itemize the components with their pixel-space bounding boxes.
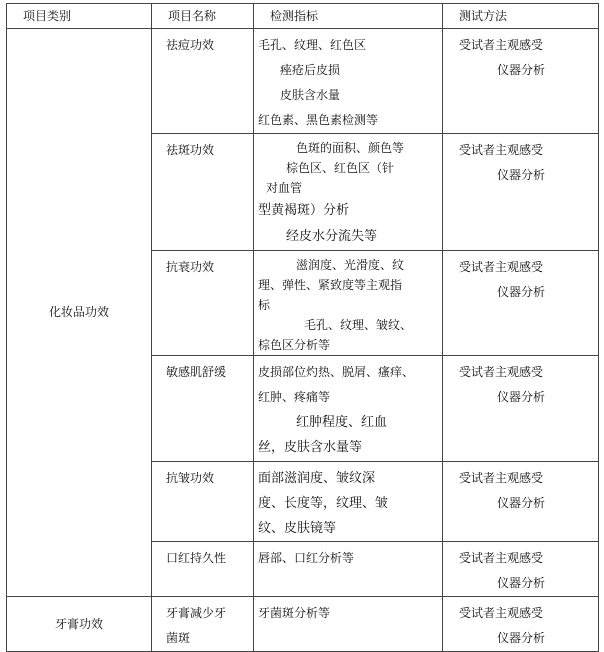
indicator-cell: 滋润度、光滑度、纹 理、弹性、紧致度等主观指 标 毛孔、纹理、皱纹、 棕色区分析等	[254, 251, 443, 356]
indicator-cell: 毛孔、纹理、红色区 痤疮后皮损 皮肤含水量 红色素、黑色素检测等	[254, 29, 443, 134]
header-method: 测试方法	[443, 4, 599, 29]
method-cell: 受试者主观感受 仪器分析	[443, 542, 599, 597]
category-toothpaste: 牙膏功效	[7, 597, 152, 652]
header-item-name: 项目名称	[152, 4, 254, 29]
indicator-cell: 色斑的面积、颜色等 棕色区、红色区（针 对血管 型黄褐斑）分析 经皮水分流失等	[254, 134, 443, 251]
item-name: 抗衰功效	[152, 251, 254, 356]
item-name: 抗皱功效	[152, 462, 254, 542]
item-name: 祛斑功效	[152, 134, 254, 251]
category-cosmetics: 化妆品功效	[7, 29, 152, 597]
method-cell: 受试者主观感受 仪器分析	[443, 251, 599, 356]
method-cell: 受试者主观感受 仪器分析	[443, 462, 599, 542]
method-cell: 受试者主观感受 仪器分析	[443, 356, 599, 462]
item-name: 牙膏减少牙 菌斑	[152, 597, 254, 652]
header-row	[7, 4, 599, 29]
item-name: 敏感肌舒缓	[152, 356, 254, 462]
method-cell: 受试者主观感受 仪器分析	[443, 29, 599, 134]
item-name: 口红持久性	[152, 542, 254, 597]
indicator-cell: 面部滋润度、皱纹深 度、长度等，纹理、皱 纹、皮肤镜等	[254, 462, 443, 542]
method-cell: 受试者主观感受 仪器分析	[443, 134, 599, 251]
indicator-cell: 唇部、口红分析等	[254, 542, 443, 597]
indicator-cell: 牙菌斑分析等	[254, 597, 443, 652]
efficacy-table	[6, 3, 599, 652]
header-indicator: 检测指标	[254, 4, 443, 29]
table-row	[7, 597, 599, 652]
table-row	[7, 29, 599, 134]
indicator-cell: 皮损部位灼热、脱屑、瘙痒、 红肿、疼痛等 红肿程度、红血 丝，皮肤含水量等	[254, 356, 443, 462]
header-category: 项目类别	[7, 4, 152, 29]
method-cell: 受试者主观感受 仪器分析	[443, 597, 599, 652]
item-name: 祛痘功效	[152, 29, 254, 134]
